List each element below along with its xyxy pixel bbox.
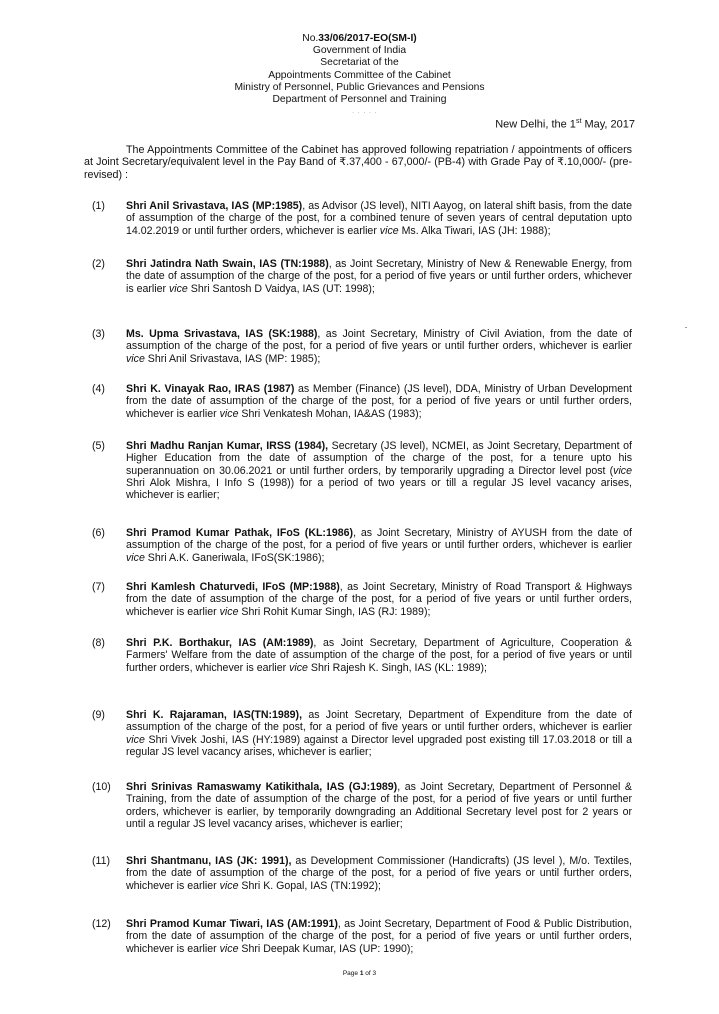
- vice-label: vice: [126, 733, 145, 746]
- vice-label: vice: [126, 551, 145, 564]
- vice-label: vice: [219, 407, 239, 420]
- appointment-text: Secretary (JS level), NCMEI, as Joint Secretary, Department of Higher Education from the date of assumption of the charge of the post, for a tenure upto his superannuation on 30.06.2021 or until further orders, by temporarily upgrading a Director level post (: [126, 440, 632, 477]
- scan-speck: [685, 327, 687, 328]
- replaced-officer-text: Shri Venkatesh Mohan, IA&AS (1983);: [238, 407, 422, 420]
- appointment-text: , as Joint Secretary, Department of Personnel & Training, from the date of assumption of the charge of the post, for a period of five years or until further orders, whichever is earlier, by temporarily downgrading an Additional Secretary level post for 2 years or until a regular JS level vacancy arises, whichever is earlier;: [126, 781, 632, 830]
- item-number: (12): [92, 918, 111, 930]
- appointment-text: , as Advisor (JS level), NITI Aayog, on lateral shift basis, from the date of assumption of the charge of the post, for a combined tenure of seven years of central deputation upto 14.02.2019 or until further orders, whichever is earlier: [126, 200, 632, 237]
- replaced-officer-text: Shri Alok Mishra, I Info S (1998)) for a period of two years or till a regular JS level vacancy arises, whichever is earlier;: [126, 476, 632, 502]
- appointment-item: [84, 258, 632, 295]
- replaced-officer-text: Shri Rajesh K. Singh, IAS (KL: 1989);: [307, 661, 487, 674]
- appointment-text: as Member (Finance) (JS level), DDA, Ministry of Urban Development from the date of assumption of the charge of the post, for a period of five years or until further orders, whichever is earlier: [126, 383, 632, 420]
- appointment-text: , as Joint Secretary, Ministry of Civil Aviation, from the date of assumption of the charge of the post, for a period of five years or until further orders, whichever is earlier: [126, 328, 632, 353]
- officer-name: Shri Srinivas Ramaswamy Katikithala, IAS (GJ:1989): [126, 781, 398, 793]
- header-line-government: Government of India: [312, 45, 407, 57]
- item-number: (7): [92, 581, 105, 593]
- vice-label: vice: [126, 352, 145, 365]
- vice-label: vice: [379, 224, 399, 237]
- letter-header: [0, 33, 719, 106]
- appointment-item: [84, 200, 632, 237]
- officer-name: Shri Kamlesh Chaturvedi, IFoS (MP:1988): [126, 581, 340, 593]
- intro-paragraph: The Appointments Committee of the Cabinet has approved following repatriation / appointments of officers at Joint Secretary/equivalent level in the Pay Band of ₹.37,400 - 67,000/- (PB-4) with Grade Pay of ₹.10,000/- (pre-revised) :: [84, 144, 632, 181]
- item-number: (8): [92, 637, 105, 649]
- item-number: (9): [92, 709, 105, 721]
- appointment-item: [84, 440, 632, 501]
- reference-code: 33/06/2017-EO(SM-I): [318, 33, 417, 44]
- appointment-item: [84, 855, 632, 892]
- appointment-item: [84, 383, 632, 420]
- item-number: (4): [92, 383, 105, 395]
- dateline: New Delhi, the 1st May, 2017: [495, 118, 635, 131]
- officer-name: Shri K. Rajaraman, IAS(TN:1989),: [126, 709, 303, 721]
- appointment-text: , as Joint Secretary, Ministry of New & Renewable Energy, from the date of assumption of the charge of the post, for a period of five years or until further orders, whichever is earlier: [126, 258, 632, 295]
- appointment-item: [84, 637, 632, 674]
- header-line-department: Department of Personnel and Training: [272, 94, 447, 106]
- vice-label: vice: [289, 661, 308, 674]
- officer-name: Shri Anil Srivastava, IAS (MP:1985): [126, 200, 303, 212]
- appointment-text: , as Joint Secretary, Department of Food & Public Distribution, from the date of assumption of the charge of the post, for a period of five years or until further orders, whichever is earlier: [126, 918, 633, 955]
- reference-number: No.33/06/2017-EO(SM-I): [302, 33, 417, 44]
- header-divider-dots: · · · · ·: [352, 110, 378, 116]
- vice-label: vice: [219, 879, 239, 892]
- officer-name: Shri Pramod Kumar Pathak, IFoS (KL:1986): [126, 527, 354, 539]
- item-number: (3): [92, 328, 105, 340]
- item-number: (2): [92, 258, 105, 270]
- vice-label: vice: [168, 282, 188, 295]
- item-number: (1): [92, 200, 105, 212]
- appointment-item: [84, 328, 632, 365]
- page-footer: Page 1 of 3: [342, 970, 377, 977]
- officer-name: Ms. Upma Srivastava, IAS (SK:1988): [126, 328, 318, 340]
- officer-name: Shri P.K. Borthakur, IAS (AM:1989): [126, 637, 314, 649]
- appointment-text: , as Joint Secretary, Ministry of Road Transport & Highways from the date of assumption of the charge of the post, for a period of five years or until further orders, whichever is earlier: [126, 581, 632, 618]
- appointment-text: as Joint Secretary, Department of Expenditure from the date of assumption of the charge of the post, for a period of five years or until further orders, whichever is earlier: [126, 709, 633, 734]
- appointment-text: , as Joint Secretary, Department of Agriculture, Cooperation & Farmers' Welfare from the date of assumption of the charge of the post, for a period of five years or until further orders, whichever is earlier: [126, 637, 632, 674]
- officer-name: Shri Madhu Ranjan Kumar, IRSS (1984),: [126, 440, 329, 452]
- appointment-item: [84, 527, 632, 564]
- replaced-officer-text: Shri Rohit Kumar Singh, IAS (RJ: 1989);: [238, 605, 431, 618]
- officer-name: Shri Jatindra Nath Swain, IAS (TN:1988): [126, 258, 329, 270]
- officer-name: Shri Pramod Kumar Tiwari, IAS (AM:1991): [126, 918, 338, 930]
- replaced-officer-text: Ms. Alka Tiwari, IAS (JH: 1988);: [398, 224, 551, 237]
- replaced-officer-text: Shri Anil Srivastava, IAS (MP: 1985);: [144, 352, 321, 365]
- header-line-committee: Appointments Committee of the Cabinet: [268, 69, 451, 81]
- replaced-officer-text: Shri K. Gopal, IAS (TN:1992);: [238, 879, 381, 892]
- appointment-item: [84, 709, 632, 758]
- officer-name: Shri K. Vinayak Rao, IRAS (1987): [126, 383, 295, 395]
- replaced-officer-text: Shri Deepak Kumar, IAS (UP: 1990);: [238, 942, 414, 955]
- header-line-secretariat: Secretariat of the: [320, 57, 399, 69]
- appointment-text: as Development Commissioner (Handicrafts) (JS level ), M/o. Textiles, from the date of assumption of the charge of the post, for a period of five years or until further orders, whichever is earlier: [126, 855, 632, 892]
- item-number: (10): [92, 781, 111, 793]
- vice-label: vice: [613, 464, 632, 477]
- vice-label: vice: [219, 605, 239, 618]
- appointment-item: [84, 581, 632, 618]
- item-number: (11): [92, 855, 111, 867]
- appointment-item: [84, 918, 632, 955]
- vice-label: vice: [219, 942, 239, 955]
- item-number: (5): [92, 440, 105, 452]
- replaced-officer-text: Shri Santosh D Vaidya, IAS (UT: 1998);: [187, 282, 375, 295]
- officer-name: Shri Shantmanu, IAS (JK: 1991),: [126, 855, 292, 867]
- replaced-officer-text: Shri Vivek Joshi, IAS (HY:1989) against a Director level upgraded post existing till 17.03.2018 or till a regular JS level vacancy arises, whichever is earlier;: [126, 733, 632, 758]
- appointment-item: [84, 781, 632, 830]
- replaced-officer-text: Shri A.K. Ganeriwala, IFoS(SK:1986);: [144, 551, 325, 564]
- appointment-text: , as Joint Secretary, Ministry of AYUSH from the date of assumption of the charge of the post, for a period of five years or until further orders, whichever is earlier: [126, 527, 632, 552]
- item-number: (6): [92, 527, 105, 539]
- header-line-ministry: Ministry of Personnel, Public Grievances and Pensions: [234, 81, 485, 93]
